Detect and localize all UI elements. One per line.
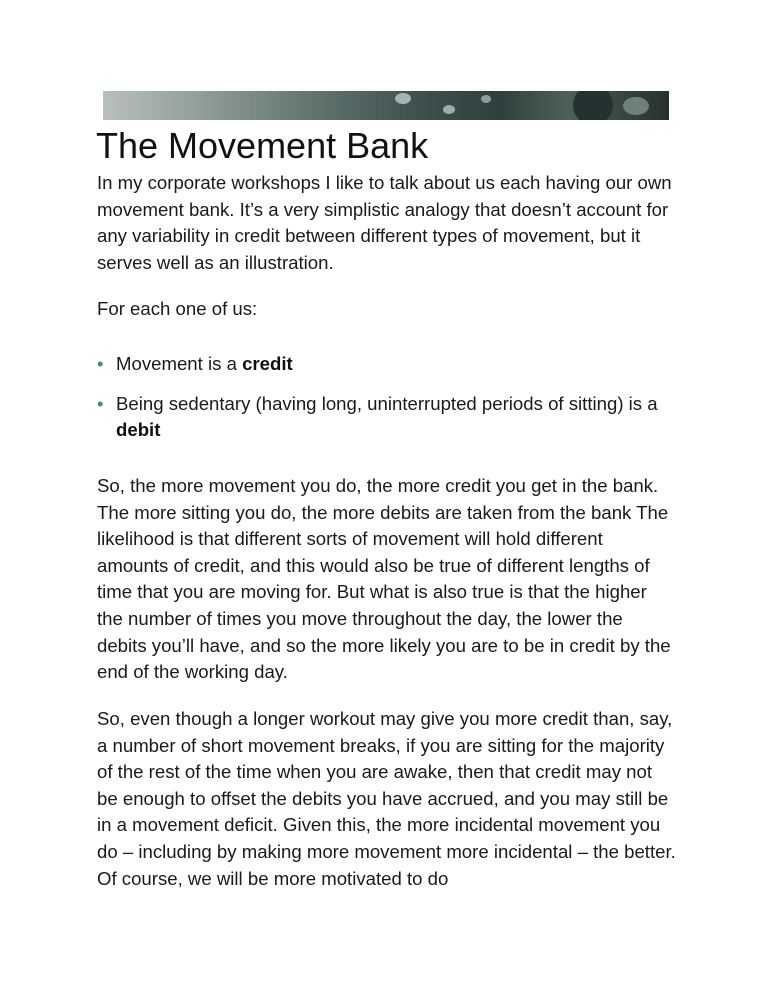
list-item-bold-term: debit — [116, 419, 161, 441]
lead-in-text: For each one of us: — [97, 298, 258, 319]
bullet-icon: • — [97, 392, 104, 414]
intro-paragraph: In my corporate workshops I like to talk about us each having our own movement bank. It’s a very simplistic analogy that doesn’t account for any variability in credit between different types of movement, but it serves well as an illustration. — [97, 172, 672, 273]
body-paragraph: So, even though a longer workout may give you more credit than, say, a number of short movement breaks, if you are sitting for the majority of the rest of the time when you are awake, then that credit may not be enough to offset the debits you have accrued, and you may still be in a movement deficit. Given this, the more incidental movement you do – including by making more movement more incidental – the better. Of course, we will be more motivated to do — [97, 708, 676, 889]
bullet-icon: • — [97, 353, 104, 374]
list-item-bold-term: credit — [242, 353, 293, 374]
banner-texture-highlight — [481, 95, 491, 103]
header-banner-image — [103, 91, 669, 120]
banner-texture-highlight — [443, 105, 455, 114]
banner-texture-highlight — [623, 97, 649, 115]
list-item-text: Being sedentary (having long, uninterrupted periods of sitting) is a — [116, 392, 658, 414]
banner-texture-highlight — [395, 93, 411, 104]
body-paragraph: So, the more movement you do, the more credit you get in the bank. The more sitting you do, the more debits are taken from the bank The likelihood is that different sorts of movement will hold different amounts of credit, and this would also be true of different lengths of time that you are moving for. But what is also true is that the higher the number of times you move throughout the day, the lower the debits you’ll have, and so the more likely you are to be in credit by the end of the working day. — [97, 475, 671, 683]
credit-debit-list — [97, 351, 677, 444]
list-item-text: Movement is a — [116, 353, 243, 374]
article-title: The Movement Bank — [96, 125, 429, 166]
list-item — [97, 391, 677, 444]
list-item — [97, 351, 677, 378]
banner-texture-shadow — [573, 91, 613, 120]
